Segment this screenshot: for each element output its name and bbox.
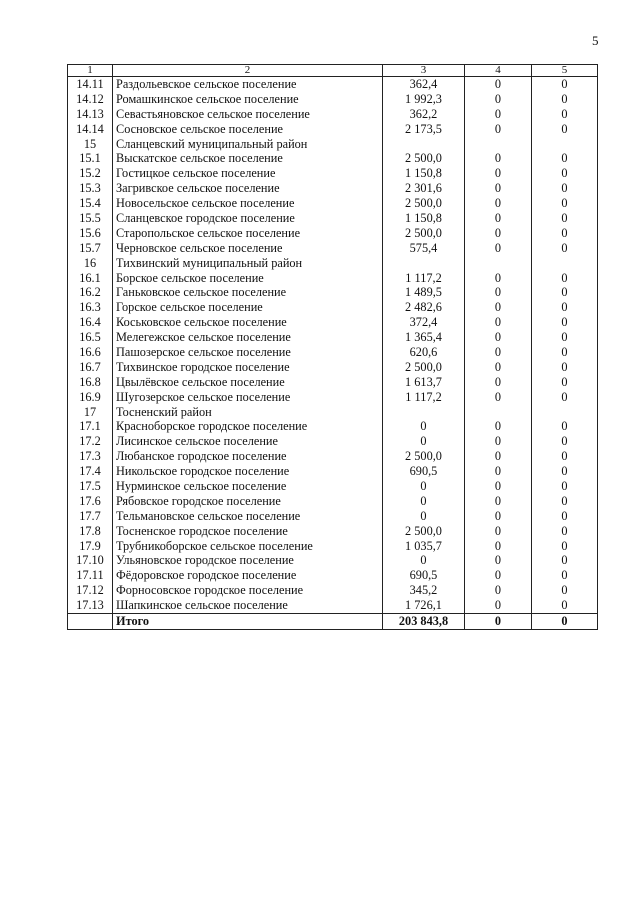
table-row [68, 330, 598, 345]
row-number-cell: 17.5 [68, 479, 113, 494]
value-col3-cell [383, 137, 465, 152]
value-col4-cell: 0 [465, 479, 532, 494]
table-row [68, 196, 598, 211]
table-row [68, 122, 598, 137]
row-number-cell: 17.6 [68, 494, 113, 509]
settlement-name-cell: Тосненский район [113, 405, 383, 420]
value-col3-cell: 2 500,0 [383, 449, 465, 464]
table-row [68, 92, 598, 107]
row-number-cell: 17.7 [68, 509, 113, 524]
settlement-name-cell: Мелегежское сельское поселение [113, 330, 383, 345]
value-col4-cell: 0 [465, 196, 532, 211]
settlement-name-cell: Цвылёвское сельское поселение [113, 375, 383, 390]
settlement-name-cell: Новосельское сельское поселение [113, 196, 383, 211]
settlement-name-cell: Любанское городское поселение [113, 449, 383, 464]
value-col4-cell: 0 [465, 554, 532, 569]
row-number-cell: 17.9 [68, 539, 113, 554]
row-number-cell: 17.2 [68, 434, 113, 449]
value-col5-cell: 0 [532, 434, 598, 449]
value-col3-cell: 575,4 [383, 241, 465, 256]
table-row [68, 449, 598, 464]
table-row [68, 256, 598, 271]
value-col5-cell: 0 [532, 479, 598, 494]
settlement-name-cell: Сланцевское городское поселение [113, 211, 383, 226]
value-col4-cell: 0 [465, 211, 532, 226]
settlement-name-cell: Лисинское сельское поселение [113, 434, 383, 449]
value-col3-cell: 2 482,6 [383, 300, 465, 315]
table-row [68, 107, 598, 122]
value-col4-cell: 0 [465, 375, 532, 390]
row-number-cell: 17.11 [68, 568, 113, 583]
total-number-cell [68, 614, 113, 630]
value-col3-cell: 345,2 [383, 583, 465, 598]
value-col4-cell: 0 [465, 390, 532, 405]
table-row [68, 151, 598, 166]
settlement-name-cell: Шапкинское сельское поселение [113, 598, 383, 613]
table-row [68, 137, 598, 152]
settlement-name-cell: Тосненское городское поселение [113, 524, 383, 539]
settlement-name-cell: Пашозерское сельское поселение [113, 345, 383, 360]
value-col5-cell: 0 [532, 598, 598, 613]
settlement-name-cell: Трубникоборское сельское поселение [113, 539, 383, 554]
value-col3-cell: 0 [383, 434, 465, 449]
value-col5-cell: 0 [532, 494, 598, 509]
value-col3-cell: 2 500,0 [383, 524, 465, 539]
value-col3-cell: 0 [383, 479, 465, 494]
column-header-1: 1 [68, 65, 113, 77]
total-value-col3: 203 843,8 [383, 614, 465, 630]
value-col4-cell: 0 [465, 315, 532, 330]
settlement-name-cell: Сосновское сельское поселение [113, 122, 383, 137]
value-col3-cell: 362,4 [383, 77, 465, 92]
value-col5-cell: 0 [532, 524, 598, 539]
value-col3-cell: 2 500,0 [383, 151, 465, 166]
row-number-cell: 16.8 [68, 375, 113, 390]
row-number-cell: 17.10 [68, 554, 113, 569]
value-col4-cell: 0 [465, 345, 532, 360]
value-col5-cell: 0 [532, 285, 598, 300]
value-col5-cell: 0 [532, 181, 598, 196]
row-number-cell: 17.1 [68, 419, 113, 434]
value-col3-cell: 0 [383, 554, 465, 569]
value-col5-cell: 0 [532, 315, 598, 330]
settlement-name-cell: Шугозерское сельское поселение [113, 390, 383, 405]
value-col5-cell: 0 [532, 419, 598, 434]
table-row [68, 166, 598, 181]
value-col3-cell: 372,4 [383, 315, 465, 330]
value-col3-cell: 1 489,5 [383, 285, 465, 300]
value-col4-cell: 0 [465, 330, 532, 345]
value-col4-cell: 0 [465, 524, 532, 539]
value-col3-cell [383, 405, 465, 420]
table-row [68, 539, 598, 554]
value-col5-cell: 0 [532, 583, 598, 598]
row-number-cell: 14.14 [68, 122, 113, 137]
total-value-col4: 0 [465, 614, 532, 630]
value-col4-cell: 0 [465, 181, 532, 196]
table-row [68, 315, 598, 330]
settlement-name-cell: Ганьковское сельское поселение [113, 285, 383, 300]
row-number-cell: 15.1 [68, 151, 113, 166]
row-number-cell: 16.4 [68, 315, 113, 330]
value-col5-cell: 0 [532, 92, 598, 107]
value-col3-cell: 1 613,7 [383, 375, 465, 390]
value-col5-cell: 0 [532, 300, 598, 315]
settlement-name-cell: Ромашкинское сельское поселение [113, 92, 383, 107]
value-col4-cell: 0 [465, 151, 532, 166]
table-row [68, 360, 598, 375]
total-label: Итого [113, 614, 383, 630]
settlement-name-cell: Нурминское сельское поселение [113, 479, 383, 494]
value-col3-cell: 362,2 [383, 107, 465, 122]
table-row [68, 77, 598, 92]
row-number-cell: 16.3 [68, 300, 113, 315]
value-col5-cell: 0 [532, 107, 598, 122]
table-row [68, 405, 598, 420]
row-number-cell: 15 [68, 137, 113, 152]
value-col3-cell: 1 150,8 [383, 211, 465, 226]
column-header-3: 3 [383, 65, 465, 77]
table-row [68, 419, 598, 434]
value-col4-cell: 0 [465, 568, 532, 583]
value-col4-cell: 0 [465, 241, 532, 256]
table-row [68, 390, 598, 405]
value-col5-cell: 0 [532, 509, 598, 524]
row-number-cell: 15.7 [68, 241, 113, 256]
value-col5-cell: 0 [532, 449, 598, 464]
row-number-cell: 17.12 [68, 583, 113, 598]
value-col4-cell: 0 [465, 494, 532, 509]
table-row [68, 181, 598, 196]
value-col3-cell: 1 035,7 [383, 539, 465, 554]
value-col4-cell: 0 [465, 300, 532, 315]
row-number-cell: 16.5 [68, 330, 113, 345]
row-number-cell: 16.2 [68, 285, 113, 300]
value-col4-cell: 0 [465, 271, 532, 286]
row-number-cell: 15.2 [68, 166, 113, 181]
row-number-cell: 16.9 [68, 390, 113, 405]
row-number-cell: 14.11 [68, 77, 113, 92]
value-col5-cell: 0 [532, 375, 598, 390]
settlement-name-cell: Черновское сельское поселение [113, 241, 383, 256]
settlement-name-cell: Борское сельское поселение [113, 271, 383, 286]
value-col3-cell [383, 256, 465, 271]
value-col3-cell: 1 150,8 [383, 166, 465, 181]
page-number: 5 [592, 33, 599, 48]
value-col5-cell: 0 [532, 464, 598, 479]
value-col5-cell: 0 [532, 151, 598, 166]
value-col3-cell: 1 726,1 [383, 598, 465, 613]
value-col4-cell: 0 [465, 285, 532, 300]
value-col3-cell: 2 173,5 [383, 122, 465, 137]
settlement-name-cell: Выскатское сельское поселение [113, 151, 383, 166]
table-row [68, 464, 598, 479]
settlement-name-cell: Красноборское городское поселение [113, 419, 383, 434]
settlement-name-cell: Раздольевское сельское поселение [113, 77, 383, 92]
value-col4-cell: 0 [465, 107, 532, 122]
table-row [68, 226, 598, 241]
row-number-cell: 16.6 [68, 345, 113, 360]
row-number-cell: 16.7 [68, 360, 113, 375]
settlement-name-cell: Рябовское городское поселение [113, 494, 383, 509]
value-col3-cell: 690,5 [383, 464, 465, 479]
settlement-name-cell: Никольское городское поселение [113, 464, 383, 479]
table-row [68, 375, 598, 390]
value-col4-cell: 0 [465, 92, 532, 107]
table-row [68, 524, 598, 539]
table-row [68, 494, 598, 509]
settlement-name-cell: Фёдоровское городское поселение [113, 568, 383, 583]
value-col4-cell [465, 405, 532, 420]
value-col4-cell: 0 [465, 583, 532, 598]
allocation-table [67, 64, 598, 630]
value-col5-cell: 0 [532, 226, 598, 241]
value-col3-cell: 0 [383, 509, 465, 524]
total-row [68, 614, 598, 630]
row-number-cell: 17.8 [68, 524, 113, 539]
value-col5-cell: 0 [532, 271, 598, 286]
table-row [68, 554, 598, 569]
value-col4-cell: 0 [465, 77, 532, 92]
settlement-name-cell: Старопольское сельское поселение [113, 226, 383, 241]
table-row [68, 285, 598, 300]
table-row [68, 241, 598, 256]
value-col5-cell: 0 [532, 241, 598, 256]
settlement-name-cell: Сланцевский муниципальный район [113, 137, 383, 152]
value-col3-cell: 2 301,6 [383, 181, 465, 196]
value-col4-cell [465, 137, 532, 152]
value-col5-cell [532, 256, 598, 271]
value-col3-cell: 1 117,2 [383, 271, 465, 286]
value-col4-cell: 0 [465, 464, 532, 479]
value-col4-cell: 0 [465, 539, 532, 554]
table-row [68, 271, 598, 286]
row-number-cell: 15.3 [68, 181, 113, 196]
value-col4-cell: 0 [465, 449, 532, 464]
table-row [68, 300, 598, 315]
settlement-name-cell: Тельмановское сельское поселение [113, 509, 383, 524]
row-number-cell: 17.4 [68, 464, 113, 479]
value-col5-cell: 0 [532, 568, 598, 583]
column-header-4: 4 [465, 65, 532, 77]
table-row [68, 583, 598, 598]
table-row [68, 598, 598, 613]
column-header-2: 2 [113, 65, 383, 77]
row-number-cell: 15.4 [68, 196, 113, 211]
value-col5-cell: 0 [532, 554, 598, 569]
row-number-cell: 15.5 [68, 211, 113, 226]
value-col3-cell: 690,5 [383, 568, 465, 583]
value-col5-cell: 0 [532, 345, 598, 360]
total-value-col5: 0 [532, 614, 598, 630]
value-col5-cell: 0 [532, 211, 598, 226]
value-col5-cell [532, 405, 598, 420]
row-number-cell: 15.6 [68, 226, 113, 241]
table-header-row [68, 65, 598, 77]
row-number-cell: 14.13 [68, 107, 113, 122]
value-col5-cell: 0 [532, 360, 598, 375]
row-number-cell: 16.1 [68, 271, 113, 286]
row-number-cell: 17.13 [68, 598, 113, 613]
value-col5-cell [532, 137, 598, 152]
settlement-name-cell: Севастьяновское сельское поселение [113, 107, 383, 122]
value-col5-cell: 0 [532, 390, 598, 405]
table-row [68, 568, 598, 583]
settlement-name-cell: Коськовское сельское поселение [113, 315, 383, 330]
value-col5-cell: 0 [532, 196, 598, 211]
settlement-name-cell: Горское сельское поселение [113, 300, 383, 315]
value-col3-cell: 1 992,3 [383, 92, 465, 107]
value-col4-cell: 0 [465, 509, 532, 524]
value-col5-cell: 0 [532, 330, 598, 345]
table-row [68, 434, 598, 449]
value-col3-cell: 1 365,4 [383, 330, 465, 345]
settlement-name-cell: Тихвинское городское поселение [113, 360, 383, 375]
value-col3-cell: 2 500,0 [383, 360, 465, 375]
table-row [68, 211, 598, 226]
settlement-name-cell: Гостицкое сельское поселение [113, 166, 383, 181]
value-col4-cell: 0 [465, 360, 532, 375]
value-col4-cell: 0 [465, 598, 532, 613]
value-col4-cell: 0 [465, 226, 532, 241]
value-col4-cell: 0 [465, 419, 532, 434]
table-row [68, 509, 598, 524]
row-number-cell: 17 [68, 405, 113, 420]
table-row [68, 479, 598, 494]
row-number-cell: 16 [68, 256, 113, 271]
value-col4-cell: 0 [465, 122, 532, 137]
settlement-name-cell: Загривское сельское поселение [113, 181, 383, 196]
value-col3-cell: 620,6 [383, 345, 465, 360]
value-col5-cell: 0 [532, 166, 598, 181]
value-col5-cell: 0 [532, 539, 598, 554]
settlement-name-cell: Форносовское городское поселение [113, 583, 383, 598]
value-col4-cell: 0 [465, 434, 532, 449]
value-col4-cell [465, 256, 532, 271]
settlement-name-cell: Тихвинский муниципальный район [113, 256, 383, 271]
value-col3-cell: 0 [383, 419, 465, 434]
value-col5-cell: 0 [532, 77, 598, 92]
settlement-name-cell: Ульяновское городское поселение [113, 554, 383, 569]
row-number-cell: 17.3 [68, 449, 113, 464]
table-row [68, 345, 598, 360]
value-col4-cell: 0 [465, 166, 532, 181]
value-col3-cell: 2 500,0 [383, 196, 465, 211]
column-header-5: 5 [532, 65, 598, 77]
value-col3-cell: 1 117,2 [383, 390, 465, 405]
value-col5-cell: 0 [532, 122, 598, 137]
table-body [68, 77, 598, 614]
value-col3-cell: 2 500,0 [383, 226, 465, 241]
row-number-cell: 14.12 [68, 92, 113, 107]
value-col3-cell: 0 [383, 494, 465, 509]
